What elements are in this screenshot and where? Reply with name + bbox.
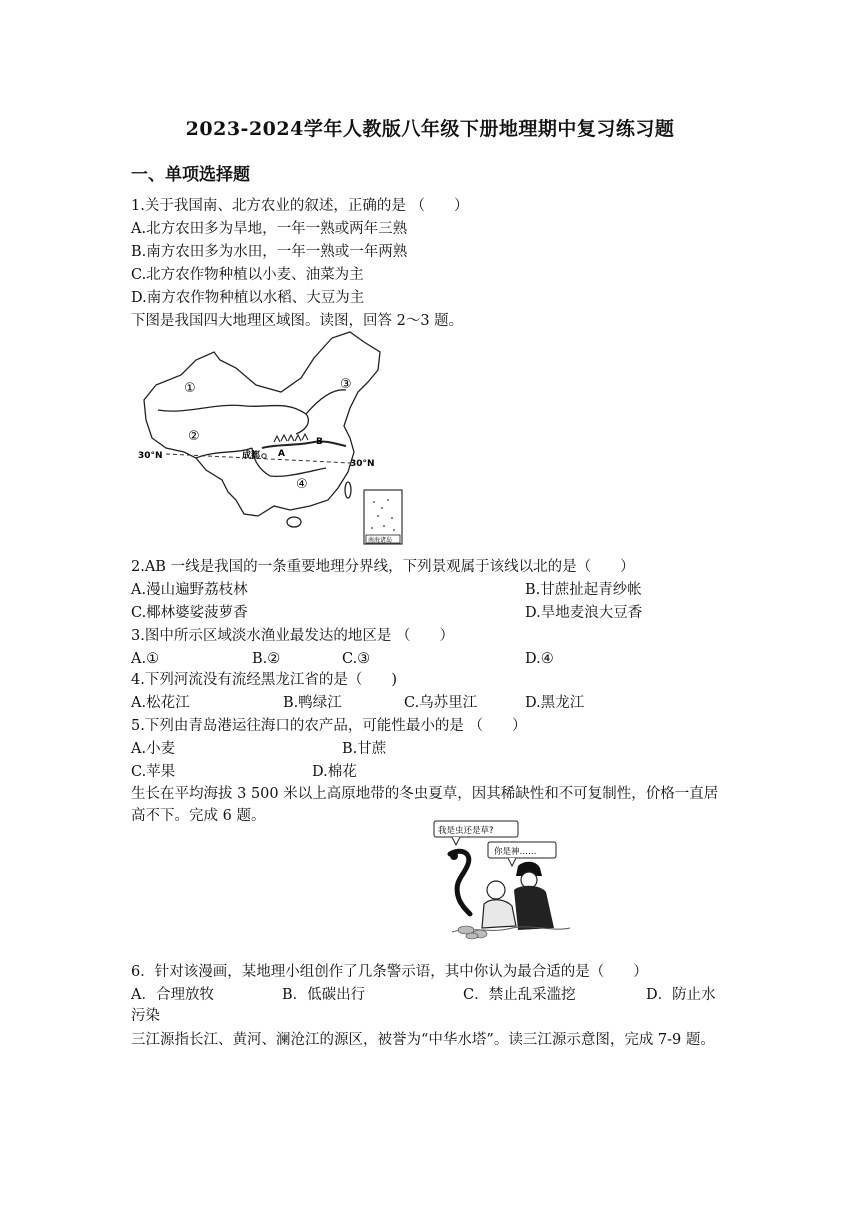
q4-option-d: D.黑龙江 [525,695,585,711]
map-label-region3: ③ [340,377,352,392]
q4-stem: 4.下列河流没有流经黑龙江省的是（ ) [131,672,397,688]
qinling-huaihe-line [262,441,346,448]
q4-option-a: A.松花江 [131,695,190,711]
q1-option-c: C.北方农作物种植以小麦、油菜为主 [131,267,364,283]
q6-option-b: B．低碳出行 [282,987,366,1003]
map-label-region4: ④ [296,477,308,492]
cartoon-bubble-1: 我是虫还是草? [438,826,494,836]
q7-intro: 三江源指长江、黄河、澜沧江的源区，被誉为“中华水塔”。读三江源示意图，完成 7-9 题。 [131,1032,715,1048]
q3-option-a: A.① [131,651,160,667]
section-heading: 一、单项选择题 [131,165,250,185]
q5-stem: 5.下列由青岛港运往海口的农产品，可能性最小的是 （ ） [131,718,527,734]
q4-option-b: B.鸭绿江 [283,695,342,711]
qinling-mountains [274,434,308,442]
q6-option-a: A．合理放牧 [131,987,214,1003]
cordyceps-cartoon [432,818,572,944]
map-label-30n-left: 30°N [138,451,163,461]
map-label-chengdu: 成都 [242,451,261,461]
q2-stem: 2.AB 一线是我国的一条重要地理分界线，下列景观属于该线以北的是（ ） [131,559,635,575]
inset-label: 南海诸岛 [368,537,393,544]
map-label-region2: ② [188,429,200,444]
kneeling-man-1 [482,881,516,928]
q2-option-b: B.甘蔗扯起青纱帐 [525,582,642,598]
map-label-region1: ① [184,381,196,396]
page-title: 2023-2024学年人教版八年级下册地理期中复习练习题 [185,118,675,140]
q2-option-a: A.漫山遍野荔枝林 [131,582,248,598]
q3-option-d: D.④ [525,651,554,667]
q3-option-c: C.③ [342,651,371,667]
q1-option-a: A.北方农田多为旱地，一年一熟或两年三熟 [131,221,408,237]
q6-stem: 6．针对该漫画，某地理小组创作了几条警示语，其中你认为最合适的是（ ） [131,964,648,980]
cartoon-bubble-2: 你是神…… [494,847,537,857]
map-label-point-b: B [316,437,323,447]
q6-intro: 生长在平均海拔 3 500 米以上高原地带的冬虫夏草，因其稀缺性和不可复制性，价格一直居高不下。完成 6 题。 [131,786,719,824]
china-regions-map [136,330,408,548]
region-boundary-1 [158,405,308,434]
q6-option-c: C．禁止乱采滥挖 [463,987,576,1003]
q5-option-c: C.苹果 [131,764,176,780]
q3-stem: 3.图中所示区域淡水渔业最发达的地区是 （ ） [131,628,454,644]
q1-option-b: B.南方农田多为水田，一年一熟或一年两熟 [131,244,408,260]
q2-option-c: C.椰林婆娑菠萝香 [131,605,248,621]
cordyceps-figure [450,851,470,914]
q5-option-a: A.小麦 [131,741,176,757]
map-label-point-a: A [278,449,285,459]
q6-option-d-cont: 污染 [131,1008,160,1024]
q3-option-b: B.② [252,651,281,667]
hainan-island [287,517,301,527]
q4-option-c: C.乌苏里江 [404,695,478,711]
kneeling-man-2 [514,862,554,930]
region-boundary-2 [306,390,346,414]
q1-stem: 1.关于我国南、北方农业的叙述，正确的是 （ ） [131,198,469,214]
region-boundary-4 [252,448,326,476]
q1-option-d: D.南方农作物种植以水稻、大豆为主 [131,290,365,306]
map-label-30n-right: 30°N [350,459,375,469]
q6-option-d: D．防止水 [646,987,716,1003]
q5-option-b: B.甘蔗 [342,741,387,757]
q2-option-d: D.旱地麦浪大豆香 [525,605,643,621]
map-intro: 下图是我国四大地理区域图。读图，回答 2～3 题。 [131,313,464,329]
chengdu-dot [262,454,266,458]
q5-option-d: D.棉花 [312,764,357,780]
taiwan-island [345,482,351,498]
